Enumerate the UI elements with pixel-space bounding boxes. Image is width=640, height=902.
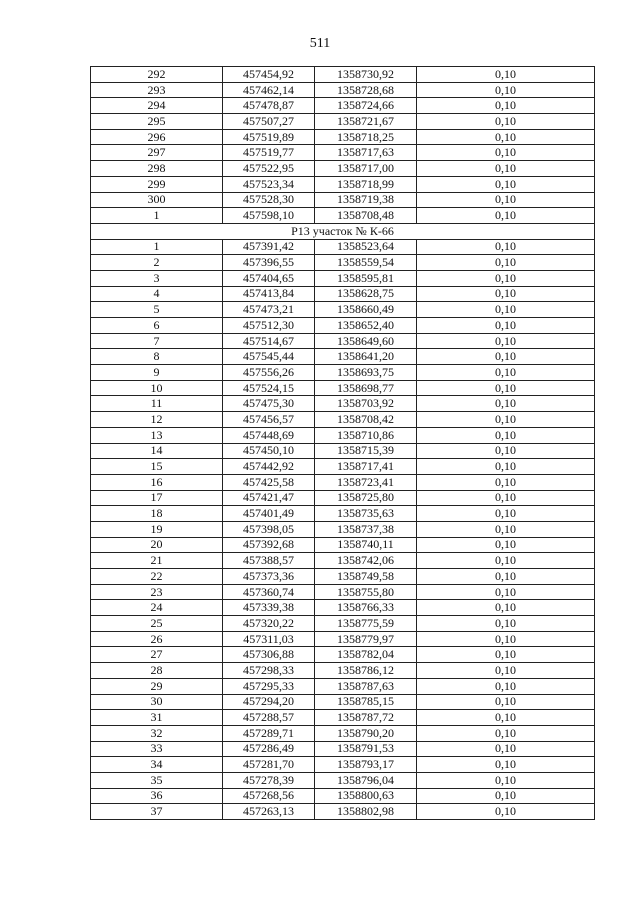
table-row [91,67,595,83]
accuracy-cell: 0,10 [417,631,595,647]
y-coordinate-cell: 1358710,86 [315,427,417,443]
y-coordinate-cell: 1358523,64 [315,239,417,255]
y-coordinate-cell: 1358628,75 [315,286,417,302]
point-number-cell: 25 [91,616,223,632]
x-coordinate-cell: 457545,44 [223,349,315,365]
point-number-cell: 9 [91,365,223,381]
point-number-cell: 28 [91,663,223,679]
coordinates-table-body [91,67,595,820]
y-coordinate-cell: 1358698,77 [315,380,417,396]
table-row [91,474,595,490]
accuracy-cell: 0,10 [417,412,595,428]
table-row [91,506,595,522]
point-number-cell: 1 [91,239,223,255]
accuracy-cell: 0,10 [417,318,595,334]
table-row [91,98,595,114]
table-row [91,365,595,381]
x-coordinate-cell: 457398,05 [223,521,315,537]
x-coordinate-cell: 457442,92 [223,459,315,475]
accuracy-cell: 0,10 [417,396,595,412]
point-number-cell: 299 [91,176,223,192]
table-row [91,443,595,459]
table-row [91,396,595,412]
y-coordinate-cell: 1358796,04 [315,772,417,788]
table-row [91,208,595,224]
point-number-cell: 23 [91,584,223,600]
point-number-cell: 29 [91,678,223,694]
table-row [91,161,595,177]
point-number-cell: 16 [91,474,223,490]
y-coordinate-cell: 1358766,33 [315,600,417,616]
accuracy-cell: 0,10 [417,678,595,694]
x-coordinate-cell: 457450,10 [223,443,315,459]
x-coordinate-cell: 457528,30 [223,192,315,208]
table-row [91,521,595,537]
accuracy-cell: 0,10 [417,474,595,490]
table-row [91,255,595,271]
accuracy-cell: 0,10 [417,584,595,600]
x-coordinate-cell: 457392,68 [223,537,315,553]
point-number-cell: 293 [91,82,223,98]
point-number-cell: 17 [91,490,223,506]
x-coordinate-cell: 457556,26 [223,365,315,381]
y-coordinate-cell: 1358779,97 [315,631,417,647]
point-number-cell: 13 [91,427,223,443]
table-row [91,553,595,569]
table-row [91,725,595,741]
point-number-cell: 10 [91,380,223,396]
accuracy-cell: 0,10 [417,176,595,192]
accuracy-cell: 0,10 [417,490,595,506]
x-coordinate-cell: 457388,57 [223,553,315,569]
x-coordinate-cell: 457320,22 [223,616,315,632]
point-number-cell: 32 [91,725,223,741]
table-row [91,757,595,773]
y-coordinate-cell: 1358693,75 [315,365,417,381]
accuracy-cell: 0,10 [417,569,595,585]
x-coordinate-cell: 457522,95 [223,161,315,177]
x-coordinate-cell: 457306,88 [223,647,315,663]
y-coordinate-cell: 1358724,66 [315,98,417,114]
point-number-cell: 8 [91,349,223,365]
accuracy-cell: 0,10 [417,82,595,98]
point-number-cell: 27 [91,647,223,663]
y-coordinate-cell: 1358641,20 [315,349,417,365]
table-row [91,114,595,130]
point-number-cell: 2 [91,255,223,271]
accuracy-cell: 0,10 [417,663,595,679]
table-row [91,490,595,506]
table-row [91,772,595,788]
accuracy-cell: 0,10 [417,349,595,365]
accuracy-cell: 0,10 [417,804,595,820]
point-number-cell: 30 [91,694,223,710]
accuracy-cell: 0,10 [417,286,595,302]
point-number-cell: 14 [91,443,223,459]
point-number-cell: 1 [91,208,223,224]
table-row [91,804,595,820]
point-number-cell: 295 [91,114,223,130]
table-row [91,584,595,600]
y-coordinate-cell: 1358737,38 [315,521,417,537]
accuracy-cell: 0,10 [417,600,595,616]
y-coordinate-cell: 1358723,41 [315,474,417,490]
table-row [91,270,595,286]
accuracy-cell: 0,10 [417,537,595,553]
x-coordinate-cell: 457263,13 [223,804,315,820]
point-number-cell: 37 [91,804,223,820]
accuracy-cell: 0,10 [417,443,595,459]
table-row [91,663,595,679]
x-coordinate-cell: 457373,36 [223,569,315,585]
x-coordinate-cell: 457514,67 [223,333,315,349]
x-coordinate-cell: 457475,30 [223,396,315,412]
table-row [91,333,595,349]
x-coordinate-cell: 457404,65 [223,270,315,286]
point-number-cell: 296 [91,129,223,145]
accuracy-cell: 0,10 [417,333,595,349]
y-coordinate-cell: 1358787,63 [315,678,417,694]
point-number-cell: 18 [91,506,223,522]
y-coordinate-cell: 1358755,80 [315,584,417,600]
accuracy-cell: 0,10 [417,741,595,757]
y-coordinate-cell: 1358660,49 [315,302,417,318]
y-coordinate-cell: 1358728,68 [315,82,417,98]
point-number-cell: 31 [91,710,223,726]
x-coordinate-cell: 457339,38 [223,600,315,616]
table-row [91,741,595,757]
y-coordinate-cell: 1358730,92 [315,67,417,83]
y-coordinate-cell: 1358786,12 [315,663,417,679]
x-coordinate-cell: 457278,39 [223,772,315,788]
table-row [91,176,595,192]
section-title-row [91,223,595,239]
x-coordinate-cell: 457512,30 [223,318,315,334]
accuracy-cell: 0,10 [417,553,595,569]
accuracy-cell: 0,10 [417,365,595,381]
table-row [91,616,595,632]
accuracy-cell: 0,10 [417,788,595,804]
y-coordinate-cell: 1358749,58 [315,569,417,585]
point-number-cell: 33 [91,741,223,757]
y-coordinate-cell: 1358708,48 [315,208,417,224]
y-coordinate-cell: 1358649,60 [315,333,417,349]
accuracy-cell: 0,10 [417,459,595,475]
x-coordinate-cell: 457268,56 [223,788,315,804]
table-row [91,349,595,365]
y-coordinate-cell: 1358785,15 [315,694,417,710]
point-number-cell: 34 [91,757,223,773]
accuracy-cell: 0,10 [417,98,595,114]
x-coordinate-cell: 457448,69 [223,427,315,443]
x-coordinate-cell: 457288,57 [223,710,315,726]
point-number-cell: 4 [91,286,223,302]
x-coordinate-cell: 457507,27 [223,114,315,130]
accuracy-cell: 0,10 [417,694,595,710]
y-coordinate-cell: 1358802,98 [315,804,417,820]
table-row [91,537,595,553]
accuracy-cell: 0,10 [417,302,595,318]
y-coordinate-cell: 1358595,81 [315,270,417,286]
x-coordinate-cell: 457598,10 [223,208,315,224]
y-coordinate-cell: 1358775,59 [315,616,417,632]
y-coordinate-cell: 1358725,80 [315,490,417,506]
table-row [91,302,595,318]
coordinates-table [90,66,595,820]
x-coordinate-cell: 457454,92 [223,67,315,83]
point-number-cell: 12 [91,412,223,428]
y-coordinate-cell: 1358742,06 [315,553,417,569]
point-number-cell: 21 [91,553,223,569]
point-number-cell: 294 [91,98,223,114]
accuracy-cell: 0,10 [417,772,595,788]
y-coordinate-cell: 1358787,72 [315,710,417,726]
y-coordinate-cell: 1358703,92 [315,396,417,412]
table-row [91,82,595,98]
point-number-cell: 22 [91,569,223,585]
x-coordinate-cell: 457425,58 [223,474,315,490]
y-coordinate-cell: 1358715,39 [315,443,417,459]
point-number-cell: 35 [91,772,223,788]
x-coordinate-cell: 457473,21 [223,302,315,318]
accuracy-cell: 0,10 [417,757,595,773]
x-coordinate-cell: 457524,15 [223,380,315,396]
table-row [91,129,595,145]
x-coordinate-cell: 457298,33 [223,663,315,679]
x-coordinate-cell: 457413,84 [223,286,315,302]
x-coordinate-cell: 457286,49 [223,741,315,757]
accuracy-cell: 0,10 [417,380,595,396]
y-coordinate-cell: 1358652,40 [315,318,417,334]
table-row [91,192,595,208]
y-coordinate-cell: 1358782,04 [315,647,417,663]
accuracy-cell: 0,10 [417,647,595,663]
point-number-cell: 297 [91,145,223,161]
x-coordinate-cell: 457478,87 [223,98,315,114]
accuracy-cell: 0,10 [417,145,595,161]
y-coordinate-cell: 1358717,00 [315,161,417,177]
x-coordinate-cell: 457360,74 [223,584,315,600]
table-row [91,145,595,161]
table-row [91,239,595,255]
table-row [91,318,595,334]
y-coordinate-cell: 1358708,42 [315,412,417,428]
point-number-cell: 19 [91,521,223,537]
y-coordinate-cell: 1358721,67 [315,114,417,130]
table-row [91,788,595,804]
x-coordinate-cell: 457519,89 [223,129,315,145]
accuracy-cell: 0,10 [417,114,595,130]
accuracy-cell: 0,10 [417,255,595,271]
point-number-cell: 300 [91,192,223,208]
point-number-cell: 3 [91,270,223,286]
point-number-cell: 292 [91,67,223,83]
accuracy-cell: 0,10 [417,67,595,83]
x-coordinate-cell: 457421,47 [223,490,315,506]
table-row [91,380,595,396]
table-row [91,427,595,443]
y-coordinate-cell: 1358717,63 [315,145,417,161]
page-number: 511 [309,36,331,51]
y-coordinate-cell: 1358717,41 [315,459,417,475]
x-coordinate-cell: 457281,70 [223,757,315,773]
point-number-cell: 20 [91,537,223,553]
table-row [91,569,595,585]
table-row [91,600,595,616]
accuracy-cell: 0,10 [417,725,595,741]
x-coordinate-cell: 457396,55 [223,255,315,271]
y-coordinate-cell: 1358718,25 [315,129,417,145]
table-row [91,694,595,710]
accuracy-cell: 0,10 [417,521,595,537]
accuracy-cell: 0,10 [417,427,595,443]
table-row [91,459,595,475]
y-coordinate-cell: 1358790,20 [315,725,417,741]
accuracy-cell: 0,10 [417,506,595,522]
point-number-cell: 26 [91,631,223,647]
x-coordinate-cell: 457289,71 [223,725,315,741]
x-coordinate-cell: 457294,20 [223,694,315,710]
accuracy-cell: 0,10 [417,239,595,255]
accuracy-cell: 0,10 [417,192,595,208]
table-row [91,412,595,428]
y-coordinate-cell: 1358791,53 [315,741,417,757]
table-row [91,631,595,647]
section-title: Р13 участок № К-66 [91,223,595,239]
point-number-cell: 298 [91,161,223,177]
y-coordinate-cell: 1358740,11 [315,537,417,553]
x-coordinate-cell: 457311,03 [223,631,315,647]
point-number-cell: 15 [91,459,223,475]
point-number-cell: 7 [91,333,223,349]
y-coordinate-cell: 1358735,63 [315,506,417,522]
y-coordinate-cell: 1358559,54 [315,255,417,271]
y-coordinate-cell: 1358718,99 [315,176,417,192]
accuracy-cell: 0,10 [417,270,595,286]
x-coordinate-cell: 457391,42 [223,239,315,255]
table-row [91,647,595,663]
x-coordinate-cell: 457401,49 [223,506,315,522]
point-number-cell: 6 [91,318,223,334]
point-number-cell: 11 [91,396,223,412]
x-coordinate-cell: 457456,57 [223,412,315,428]
table-row [91,678,595,694]
x-coordinate-cell: 457295,33 [223,678,315,694]
accuracy-cell: 0,10 [417,710,595,726]
table-row [91,286,595,302]
accuracy-cell: 0,10 [417,161,595,177]
accuracy-cell: 0,10 [417,129,595,145]
accuracy-cell: 0,10 [417,208,595,224]
x-coordinate-cell: 457519,77 [223,145,315,161]
point-number-cell: 36 [91,788,223,804]
table-row [91,710,595,726]
x-coordinate-cell: 457523,34 [223,176,315,192]
y-coordinate-cell: 1358793,17 [315,757,417,773]
y-coordinate-cell: 1358800,63 [315,788,417,804]
point-number-cell: 5 [91,302,223,318]
accuracy-cell: 0,10 [417,616,595,632]
y-coordinate-cell: 1358719,38 [315,192,417,208]
x-coordinate-cell: 457462,14 [223,82,315,98]
point-number-cell: 24 [91,600,223,616]
